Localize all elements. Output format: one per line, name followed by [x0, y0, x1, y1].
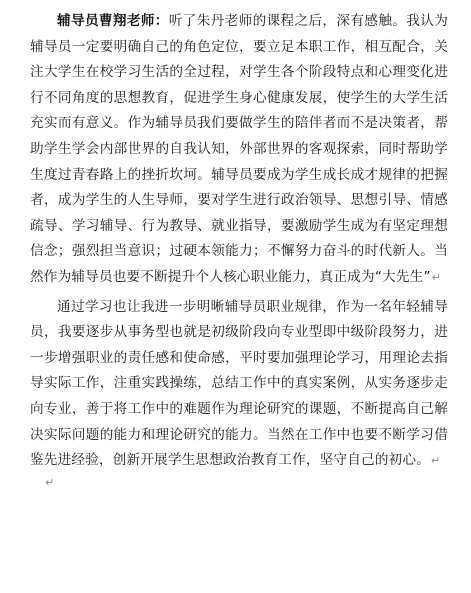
paragraph-mark-icon: ↵	[431, 454, 441, 468]
paragraph-mark-icon: ↵	[45, 475, 55, 489]
paragraph-2	[30, 295, 448, 474]
paragraph-1	[30, 9, 448, 291]
empty-paragraph	[30, 474, 448, 499]
paragraph-mark-icon: ↵	[431, 270, 442, 284]
speaker-label: 辅导员曹翔老师：	[57, 13, 169, 29]
paragraph-2-text: 通过学习也让我进一步明晰辅导员职业规律，作为一名年轻辅导员，我要逐步从事务型也就是初级阶段向专业型即中级阶段努力，进一步增强职业的责任感和使命感，平时要加强理论学习，用理论去指导实际工作，注重实践操练，总结工作中的真实案例，从实务逐步走向专业，善于将工作中的难题作为理论研究的课题，不断提高自己解决实际问题的能力和理论研究的能力。当然在工作中也要不断学习借鉴先进经验，创新开展学生思想政治教育工作，坚守自己的初心。	[30, 298, 448, 469]
document-body	[30, 9, 448, 499]
paragraph-1-text: 听了朱丹老师的课程之后，深有感触。我认为辅导员一定要明确自己的角色定位，要立足本职工作，相互配合，关注大学生在校学习生活的全过程，对学生各个阶段特点和心理变化进行不同角度的思想教育，促进学生身心健康发展，使学生的大学生活充实而有意义。作为辅导员我们要做学生的陪伴者而不是决策者，帮助学生学会内部世界的自我认知，外部世界的客观探索，同时帮助学生度过青春路上的挫折坎坷。辅导员要成为学生成长成才规律的把握者，成为学生的人生导师，要对学生进行政治领导、思想引导、情感疏导、学习辅导、行为教导、就业指导，要激励学生成为有坚定理想信念；强烈担当意识；过硬本领能力；不懈努力奋斗的时代新人。当然作为辅导员也要不断提升个人核心职业能力，真正成为“大先生”	[30, 13, 448, 285]
